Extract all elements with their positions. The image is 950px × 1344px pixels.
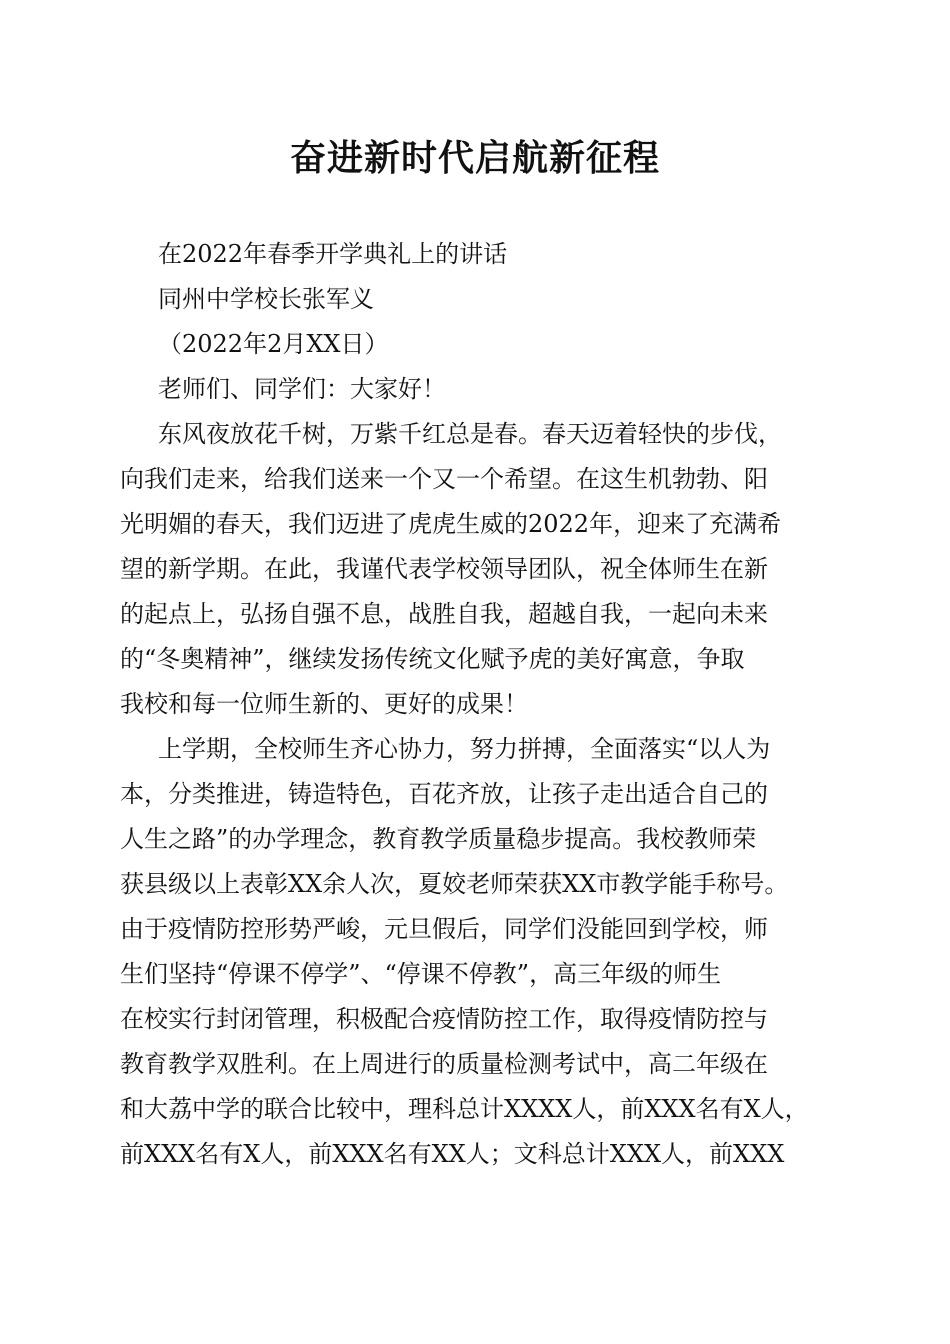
paragraph-2-line: 人生之路”的办学理念，教育教学质量稳步提高。我校教师荣	[120, 825, 757, 853]
paragraph-1-line: 望的新学期。在此，我谨代表学校领导团队，祝全体师生在新	[120, 555, 768, 583]
paragraph-1-line: 我校和每一位师生新的、更好的成果！	[120, 690, 528, 718]
paragraph-2-line: 本，分类推进，铸造特色，百花齐放，让孩子走出适合自己的	[120, 780, 768, 808]
paragraph-1-line: 光明媚的春天，我们迈进了虎虎生威的2022年，迎来了充满希	[120, 510, 782, 538]
subtitle-occasion: 在2022年春季开学典礼上的讲话	[158, 240, 508, 268]
paragraph-2-line: 和大荔中学的联合比较中，理科总计XXXX人，前XXX名有X人，	[120, 1095, 809, 1123]
paragraph-2-line: 在校实行封闭管理，积极配合疫情防控工作，取得疫情防控与	[120, 1005, 768, 1033]
speaker-line: 同州中学校长张军义	[158, 285, 374, 313]
paragraph-2-line: 上学期，全校师生齐心协力，努力拼搏，全面落实“以人为	[158, 735, 771, 763]
document-title: 奋进新时代启航新征程	[289, 137, 660, 179]
document-body	[120, 232, 840, 1177]
paragraph-1-line: 的“冬奥精神”，继续发扬传统文化赋予虎的美好寓意，争取	[120, 645, 745, 673]
paragraph-2-line: 获县级以上表彰XX余人次，夏姣老师荣获XX市教学能手称号。	[120, 870, 789, 898]
paragraph-2-line: 前XXX名有X人，前XXX名有XX人；文科总计XXX人，前XXX	[120, 1140, 785, 1168]
date-line: （2022年2月XX日）	[158, 330, 389, 358]
paragraph-1-line: 的起点上，弘扬自强不息，战胜自我，超越自我，一起向未来	[120, 600, 768, 628]
paragraph-1-line: 东风夜放花千树，万紫千红总是春。春天迈着轻快的步伐，	[158, 420, 782, 448]
paragraph-2-line: 教育教学双胜利。在上周进行的质量检测考试中，高二年级在	[120, 1050, 768, 1078]
paragraph-1-line: 向我们走来，给我们送来一个又一个希望。在这生机勃勃、阳	[120, 465, 768, 493]
greeting-line: 老师们、同学们：大家好！	[158, 375, 446, 403]
paragraph-2-line: 由于疫情防控形势严峻，元旦假后，同学们没能回到学校，师	[120, 915, 768, 943]
paragraph-2-line: 生们坚持“停课不停学”、“停课不停教”，高三年级的师生	[120, 960, 722, 988]
